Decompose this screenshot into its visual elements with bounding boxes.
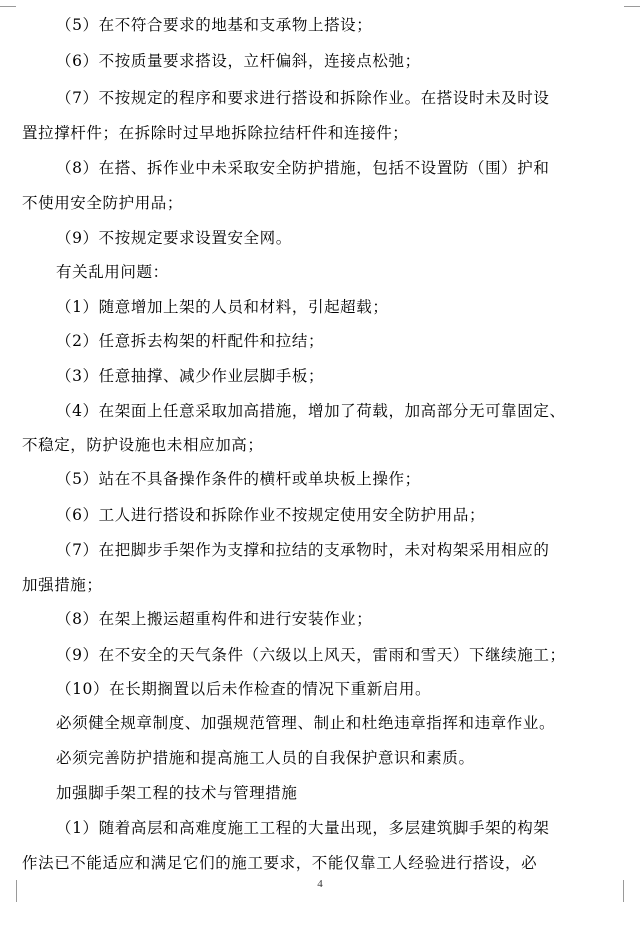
text-line: （2）任意拆去构架的杆配件和拉结； [56,332,325,350]
page-number: 4 [317,878,323,890]
text-line: （7）在把脚步手架作为支撑和拉结的支承物时，未对构架采用相应的 [56,541,550,559]
text-line: （10）在长期搁置以后未作检查的情况下重新启用。 [56,680,432,698]
crop-mark-top-right [624,6,640,7]
text-line: （9）不按规定要求设置安全网。 [56,229,292,247]
text-line: 不稳定，防护设施也未相应加高； [22,436,264,454]
crop-mark-top-left [0,6,16,7]
text-line: （3）任意抽撑、减少作业层脚手板； [56,367,325,385]
text-line: 加强措施； [22,576,103,594]
text-line: 不使用安全防护用品； [22,194,184,212]
text-line: 加强脚手架工程的技术与管理措施 [56,784,298,802]
text-line: （6）工人进行搭设和拆除作业不按规定使用安全防护用品； [56,506,486,524]
text-line: 作法已不能适应和满足它们的施工要求，不能仅靠工人经验进行搭设，必 [22,854,538,872]
text-line: （8）在搭、拆作业中未采取安全防护措施，包括不设置防（围）护和 [56,159,550,177]
text-line: （6）不按质量要求搭设，立杆偏斜，连接点松弛； [56,52,421,70]
text-line: （1）随着高层和高难度施工工程的大量出现，多层建筑脚手架的构架 [56,819,550,837]
text-line: （5）站在不具备操作条件的横杆或单块板上操作； [56,470,421,488]
text-line: （8）在架上搬运超重构件和进行安装作业； [56,610,373,628]
text-line: 有关乱用问题： [56,263,169,281]
text-line: （1）随意增加上架的人员和材料，引起超载； [56,298,389,316]
text-line: 必须完善防护措施和提高施工人员的自我保护意识和素质。 [56,749,475,767]
text-line: （5）在不符合要求的地基和支承物上搭设； [56,16,373,34]
text-line: 必须健全规章制度、加强规范管理、制止和杜绝违章指挥和违章作业。 [56,714,556,732]
text-line: （7）不按规定的程序和要求进行搭设和拆除作业。在搭设时未及时设 [56,89,550,107]
text-line: （9）在不安全的天气条件（六级以上风天，雷雨和雪天）下继续施工； [56,646,566,664]
text-line: 置拉撑杆件；在拆除时过早地拆除拉结杆件和连接件； [22,124,409,142]
text-line: （4）在架面上任意采取加高措施，增加了荷载，加高部分无可靠固定、 [56,402,566,420]
